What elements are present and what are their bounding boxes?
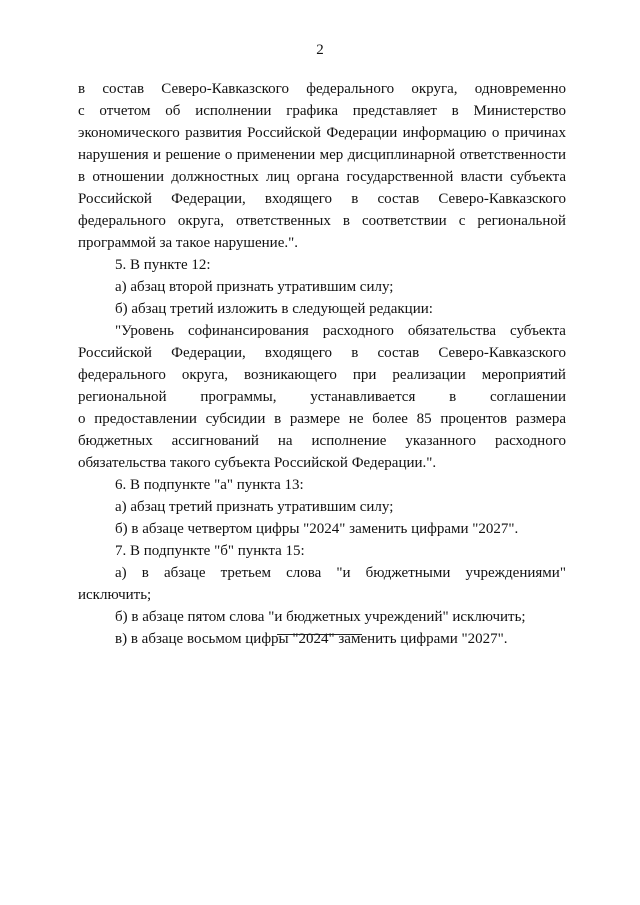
word: ассигнований [171,433,259,449]
word: 85 [416,411,432,427]
word: в [274,411,282,427]
word: а) [115,565,127,581]
word: округа, [181,367,229,383]
text-line: в) в абзаце восьмом цифры "2024" заменить цифрами "2027". [115,631,508,647]
word: региональной [477,213,566,229]
text-line [78,364,566,386]
word: состав [102,81,145,97]
text-line: б) в абзаце четвертом цифры "2024" заменить цифрами "2027". [115,521,519,537]
word: одновременно [474,81,566,97]
word: в [78,81,86,97]
text-line [78,78,566,100]
text-line [115,562,566,584]
word: субъекта [510,169,566,185]
word: в [351,191,359,207]
word: органа [296,169,340,185]
word: более [372,411,408,427]
word: информацию [402,125,487,141]
word: субъекта [510,323,566,339]
closing-rule-line [277,634,362,635]
word: Федерации [326,125,398,141]
word: региональной [78,389,167,405]
word: с [458,213,466,229]
word: экономического [78,125,180,141]
word: и [153,147,162,163]
word: в [78,169,86,185]
word: ответственности [459,147,566,163]
word: соответствии [361,213,447,229]
word: размере [289,411,341,427]
word: федерального [78,213,166,229]
word: Российской [78,191,152,207]
word: абзаце [163,565,206,581]
word: нарушения [78,147,149,163]
word: о [224,147,233,163]
word: размера [515,411,566,427]
word: бюджетными [365,565,451,581]
text-line: б) в абзаце пятом слова "и бюджетных учреждений" исключить; [115,609,526,625]
word: реализации [392,367,466,383]
word: власти [460,169,503,185]
text-line: обязательства такого субъекта Российской Федерации.". [78,455,437,471]
text-line: 5. В пункте 12: [115,257,211,273]
word: в [451,103,459,119]
text-line [78,210,566,232]
text-line: а) абзац третий признать утратившим силу; [115,499,394,515]
word: состав [377,345,420,361]
word: отношении [92,169,164,185]
word: "Уровень [115,323,174,339]
word: возникающего [244,367,337,383]
word: федерального [78,367,166,383]
word: исполнении [195,103,272,119]
text-line: исключить; [78,587,152,603]
word: федерального [306,81,395,97]
word: программы, [200,389,277,405]
text-line [78,188,566,210]
word: обязательства [407,323,497,339]
word: лиц [265,169,290,185]
text-line [78,144,566,166]
word: процентов [440,411,508,427]
text-line [78,166,566,188]
word: Министерство [473,103,566,119]
word: не [348,411,364,427]
text-line [78,122,566,144]
text-line [78,342,566,364]
word: решение [165,147,221,163]
word: бюджетных [78,433,153,449]
word: в [342,213,350,229]
word: государственной [346,169,454,185]
word: входящего [264,191,333,207]
word: дисциплинарной [347,147,456,163]
word: Федерации, [171,191,246,207]
word: графика [286,103,338,119]
word: Российской [78,345,152,361]
word: устанавливается [310,389,416,405]
word: Российской [247,125,322,141]
word: представляет [352,103,437,119]
word: исполнение [311,433,387,449]
word: Северо-Кавказского [438,345,566,361]
word: софинансирования [187,323,309,339]
word: Федерации, [171,345,246,361]
word: развития [185,125,242,141]
word: мероприятий [481,367,566,383]
word: применении [236,147,316,163]
word: входящего [264,345,333,361]
word: в [141,565,149,581]
text-line [115,320,566,342]
word: отчетом [99,103,151,119]
word: ответственных [236,213,331,229]
text-line [78,430,566,452]
word: в [449,389,457,405]
text-line [78,386,566,408]
word: Северо-Кавказского [438,191,566,207]
text-line [78,100,566,122]
word: слова [286,565,322,581]
page-number: 2 [316,42,324,58]
word: указанного [405,433,476,449]
word: расходного [322,323,394,339]
word: о [78,411,86,427]
text-line [78,408,566,430]
word: с [78,103,85,119]
word: причинах [504,125,566,141]
word: округа, [177,213,225,229]
word: об [165,103,181,119]
word: Северо-Кавказского [161,81,289,97]
word: состав [377,191,420,207]
word: соглашении [490,389,566,405]
word: округа, [411,81,458,97]
word: третьем [220,565,272,581]
word: о [491,125,500,141]
word: на [277,433,293,449]
word: в [351,345,359,361]
text-line: программой за такое нарушение.". [78,235,298,251]
word: "и [336,565,351,581]
text-line: 7. В подпункте "б" пункта 15: [115,543,305,559]
text-line: 6. В подпункте "а" пункта 13: [115,477,304,493]
word: учреждениями" [465,565,566,581]
text-line: б) абзац третий изложить в следующей редакции: [115,301,433,317]
word: при [352,367,377,383]
word: расходного [494,433,566,449]
word: должностных [171,169,259,185]
word: предоставлении [94,411,197,427]
word: субсидии [205,411,266,427]
text-line: а) абзац второй признать утратившим силу; [115,279,394,295]
word: мер [319,147,344,163]
